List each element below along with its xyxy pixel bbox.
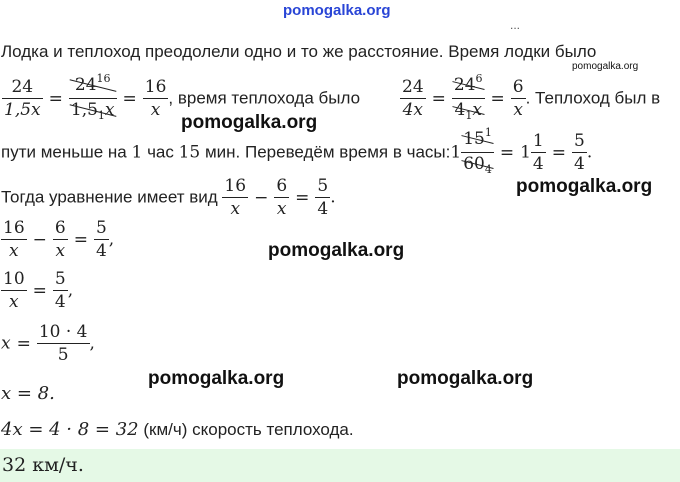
fraction-1-4: $\frac{1}{4}$ — [532, 131, 544, 174]
equation-2: $\frac{10}{x}$ = $\frac{5}{4}$ , — [3, 269, 74, 312]
final-line: 4x = 4 · 8 = 32 (км/ч) скорость теплохода. — [1, 419, 354, 440]
problem-line-1: Лодка и теплоход преодолели одно и то же расстояние. Время лодки было — [1, 42, 597, 61]
fraction-boat-result: $\frac{16}{x}$ — [144, 77, 167, 120]
watermark-2: pomogalka.org — [516, 176, 653, 197]
fraction-15-60: $\frac{15^1}{60_4}$ — [463, 126, 492, 176]
watermark-3: pomogalka.org — [268, 240, 405, 261]
line-4: Тогда уравнение имеет вид $\frac{16}{x}$ − $\frac{6}{x}$ = $\frac{5}{4}$ . — [1, 176, 336, 219]
fraction-ship-result: $\frac{6}{x}$ — [512, 77, 524, 120]
fraction-5-4-b: $\frac{5}{4}$ — [317, 176, 329, 219]
fraction-boat-time: $\frac{24}{1,5x}$ — [4, 77, 41, 120]
fraction-boat-reduced: $\frac{24^{16}}{1,5_1x}$ — [70, 72, 115, 122]
watermark-5: pomogalka.org — [397, 368, 534, 389]
line-3: пути меньше на 1 час 15 мин. Переведём время в часы:1 $\frac{15^1}{60_4}$ = 1 $\frac{1}{4}$ = $\frac{5}{4}$ . — [1, 126, 593, 176]
fraction-ship-reduced: $\frac{24^6}{4_1x}$ — [453, 72, 483, 122]
equation-4: x = 8. — [1, 383, 55, 404]
fraction-6-x: $\frac{6}{x}$ — [276, 176, 288, 219]
fraction-5-4: $\frac{5}{4}$ — [573, 131, 585, 174]
line-2-math-ship: $\frac{24}{4x}$ = $\frac{24^6}{4_1x}$ = $\frac{6}{x}$ . Теплоход был в — [402, 72, 661, 122]
line-2-math: $\frac{24}{1,5x}$ = $\frac{24^{16}}{1,5_1x}$ = $\frac{16}{x}$ , время теплохода было — [4, 72, 361, 122]
watermark-1: pomogalka.org — [181, 112, 318, 133]
fraction-16-x: $\frac{16}{x}$ — [224, 176, 247, 219]
equation-1: $\frac{16}{x}$ − $\frac{6}{x}$ = $\frac{5}{4}$ , — [3, 218, 115, 261]
watermark-4: pomogalka.org — [148, 368, 285, 389]
equation-3: x = $\frac{10 \cdot 4}{5}$ , — [1, 322, 95, 365]
answer-box — [0, 449, 680, 482]
watermark-small: pomogalka.org — [572, 61, 639, 72]
watermark-top: pomogalka.org — [283, 2, 391, 19]
top-fragment: ... — [510, 18, 521, 32]
answer-text: 32 км/ч. — [2, 454, 84, 476]
fraction-ship-time: $\frac{24}{4x}$ — [402, 77, 424, 120]
